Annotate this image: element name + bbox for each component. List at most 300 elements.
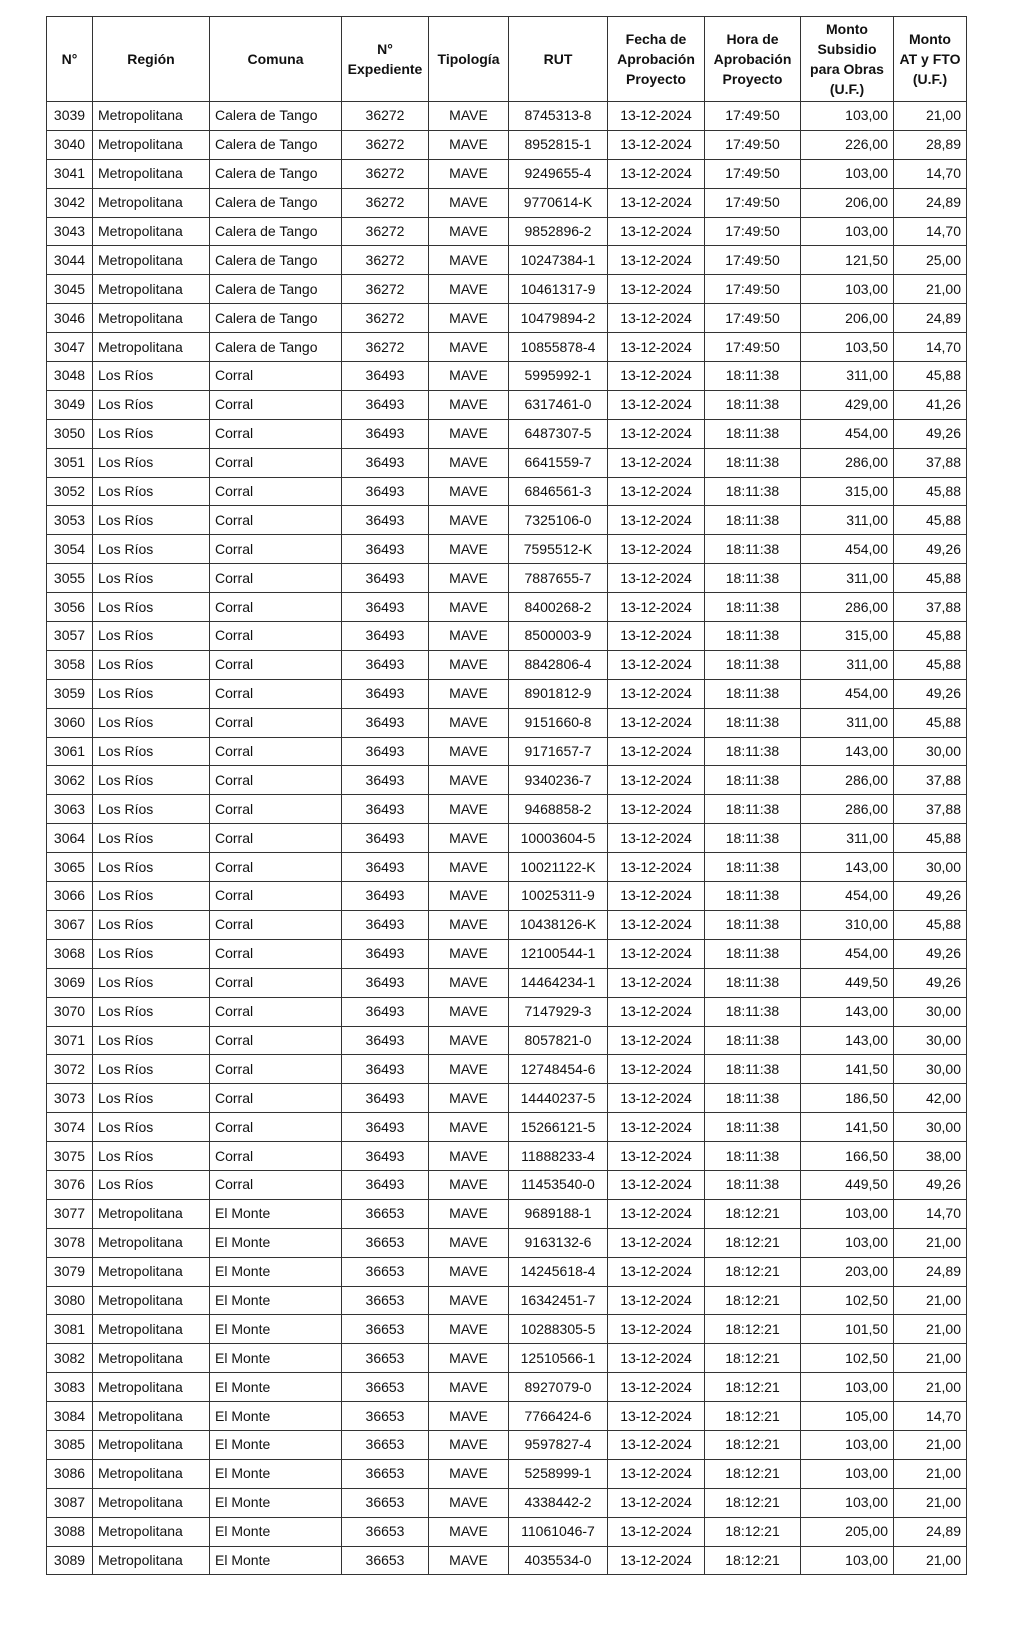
table-row [47,304,967,333]
cell-comuna: Corral [210,593,342,622]
cell-expediente: 36493 [342,419,429,448]
table-row [47,275,967,304]
cell-rut: 8500003-9 [509,622,608,651]
cell-monto-obras: 311,00 [801,824,894,853]
cell-region: Metropolitana [93,1546,210,1575]
cell-comuna: Corral [210,1142,342,1171]
cell-comuna: El Monte [210,1546,342,1575]
cell-rut: 8400268-2 [509,593,608,622]
cell-region: Metropolitana [93,159,210,188]
cell-region: Metropolitana [93,1517,210,1546]
cell-tipologia: MAVE [429,102,509,131]
cell-tipologia: MAVE [429,1084,509,1113]
cell-numero: 3087 [47,1488,93,1517]
cell-hora: 17:49:50 [705,188,801,217]
cell-expediente: 36493 [342,564,429,593]
cell-fecha: 13-12-2024 [608,1546,705,1575]
cell-rut: 15266121-5 [509,1113,608,1142]
table-row [47,939,967,968]
cell-monto-at: 14,70 [894,159,967,188]
cell-monto-at: 41,26 [894,390,967,419]
table-row [47,997,967,1026]
cell-numero: 3077 [47,1199,93,1228]
cell-rut: 10025311-9 [509,882,608,911]
cell-expediente: 36653 [342,1286,429,1315]
cell-comuna: Corral [210,853,342,882]
cell-monto-at: 21,00 [894,1373,967,1402]
cell-expediente: 36493 [342,1170,429,1199]
cell-monto-at: 45,88 [894,564,967,593]
cell-rut: 10438126-K [509,910,608,939]
cell-expediente: 36493 [342,824,429,853]
cell-numero: 3039 [47,102,93,131]
cell-expediente: 36493 [342,1113,429,1142]
cell-monto-at: 14,70 [894,333,967,362]
cell-monto-at: 37,88 [894,795,967,824]
cell-monto-obras: 449,50 [801,968,894,997]
cell-numero: 3059 [47,679,93,708]
cell-comuna: El Monte [210,1199,342,1228]
cell-hora: 18:12:21 [705,1344,801,1373]
cell-hora: 18:12:21 [705,1286,801,1315]
cell-rut: 9689188-1 [509,1199,608,1228]
cell-region: Metropolitana [93,1402,210,1431]
cell-hora: 18:11:38 [705,766,801,795]
table-row [47,1546,967,1575]
table-row [47,246,967,275]
table-row [47,1402,967,1431]
cell-fecha: 13-12-2024 [608,246,705,275]
cell-region: Los Ríos [93,708,210,737]
cell-numero: 3052 [47,477,93,506]
cell-expediente: 36493 [342,766,429,795]
cell-comuna: Calera de Tango [210,304,342,333]
cell-comuna: Corral [210,622,342,651]
cell-tipologia: MAVE [429,1517,509,1546]
cell-monto-obras: 143,00 [801,1026,894,1055]
cell-tipologia: MAVE [429,1026,509,1055]
cell-rut: 8901812-9 [509,679,608,708]
cell-rut: 4338442-2 [509,1488,608,1517]
cell-monto-obras: 311,00 [801,564,894,593]
cell-hora: 18:11:38 [705,939,801,968]
cell-monto-obras: 102,50 [801,1286,894,1315]
cell-hora: 18:12:21 [705,1488,801,1517]
cell-monto-at: 21,00 [894,275,967,304]
cell-monto-at: 45,88 [894,362,967,391]
cell-monto-at: 30,00 [894,737,967,766]
cell-comuna: Calera de Tango [210,102,342,131]
cell-tipologia: MAVE [429,304,509,333]
cell-hora: 18:11:38 [705,997,801,1026]
cell-numero: 3071 [47,1026,93,1055]
cell-numero: 3051 [47,448,93,477]
cell-fecha: 13-12-2024 [608,882,705,911]
cell-region: Metropolitana [93,1459,210,1488]
cell-comuna: Corral [210,535,342,564]
cell-hora: 18:12:21 [705,1257,801,1286]
cell-hora: 18:11:38 [705,419,801,448]
cell-monto-at: 37,88 [894,593,967,622]
cell-expediente: 36653 [342,1430,429,1459]
cell-hora: 18:11:38 [705,362,801,391]
cell-monto-obras: 143,00 [801,737,894,766]
cell-region: Metropolitana [93,1430,210,1459]
cell-numero: 3065 [47,853,93,882]
cell-monto-obras: 141,50 [801,1113,894,1142]
cell-monto-at: 25,00 [894,246,967,275]
cell-comuna: El Monte [210,1488,342,1517]
cell-tipologia: MAVE [429,679,509,708]
cell-hora: 18:12:21 [705,1373,801,1402]
cell-monto-obras: 315,00 [801,477,894,506]
cell-comuna: Corral [210,679,342,708]
table-row [47,448,967,477]
cell-fecha: 13-12-2024 [608,939,705,968]
cell-rut: 14440237-5 [509,1084,608,1113]
cell-expediente: 36493 [342,708,429,737]
cell-monto-at: 45,88 [894,506,967,535]
cell-comuna: Calera de Tango [210,130,342,159]
cell-tipologia: MAVE [429,390,509,419]
cell-numero: 3089 [47,1546,93,1575]
cell-hora: 18:12:21 [705,1517,801,1546]
table-row [47,102,967,131]
cell-region: Los Ríos [93,622,210,651]
cell-comuna: Corral [210,650,342,679]
cell-rut: 7325106-0 [509,506,608,535]
table-row [47,622,967,651]
cell-monto-obras: 102,50 [801,1344,894,1373]
cell-fecha: 13-12-2024 [608,304,705,333]
cell-comuna: Corral [210,968,342,997]
cell-numero: 3055 [47,564,93,593]
cell-expediente: 36272 [342,159,429,188]
table-row [47,130,967,159]
table-row [47,766,967,795]
cell-monto-obras: 449,50 [801,1170,894,1199]
cell-region: Los Ríos [93,795,210,824]
table-row [47,564,967,593]
cell-numero: 3049 [47,390,93,419]
cell-monto-at: 45,88 [894,910,967,939]
cell-region: Los Ríos [93,650,210,679]
cell-region: Metropolitana [93,1488,210,1517]
cell-monto-at: 30,00 [894,1113,967,1142]
cell-hora: 17:49:50 [705,102,801,131]
cell-numero: 3069 [47,968,93,997]
cell-region: Los Ríos [93,1055,210,1084]
cell-fecha: 13-12-2024 [608,795,705,824]
cell-numero: 3078 [47,1228,93,1257]
cell-rut: 7595512-K [509,535,608,564]
cell-rut: 9770614-K [509,188,608,217]
table-body [47,102,967,1575]
cell-comuna: El Monte [210,1257,342,1286]
cell-hora: 18:11:38 [705,882,801,911]
cell-tipologia: MAVE [429,708,509,737]
cell-fecha: 13-12-2024 [608,910,705,939]
cell-fecha: 13-12-2024 [608,1373,705,1402]
cell-expediente: 36653 [342,1546,429,1575]
cell-comuna: El Monte [210,1517,342,1546]
cell-region: Los Ríos [93,910,210,939]
cell-hora: 17:49:50 [705,130,801,159]
cell-hora: 18:11:38 [705,622,801,651]
cell-region: Metropolitana [93,333,210,362]
cell-region: Los Ríos [93,1142,210,1171]
cell-hora: 18:11:38 [705,1084,801,1113]
table-row [47,1315,967,1344]
cell-fecha: 13-12-2024 [608,1459,705,1488]
cell-monto-at: 45,88 [894,824,967,853]
cell-tipologia: MAVE [429,737,509,766]
cell-region: Los Ríos [93,853,210,882]
cell-monto-at: 49,26 [894,419,967,448]
cell-monto-at: 24,89 [894,1517,967,1546]
cell-monto-obras: 311,00 [801,362,894,391]
cell-comuna: Corral [210,997,342,1026]
cell-rut: 9340236-7 [509,766,608,795]
cell-hora: 18:11:38 [705,1142,801,1171]
cell-fecha: 13-12-2024 [608,419,705,448]
cell-expediente: 36493 [342,1084,429,1113]
subsidy-table [46,16,967,1575]
cell-comuna: Corral [210,1170,342,1199]
cell-hora: 17:49:50 [705,304,801,333]
cell-tipologia: MAVE [429,1257,509,1286]
cell-monto-at: 14,70 [894,1402,967,1431]
cell-region: Metropolitana [93,304,210,333]
cell-tipologia: MAVE [429,1344,509,1373]
cell-fecha: 13-12-2024 [608,275,705,304]
cell-region: Metropolitana [93,1286,210,1315]
cell-monto-obras: 454,00 [801,882,894,911]
cell-tipologia: MAVE [429,650,509,679]
cell-rut: 7147929-3 [509,997,608,1026]
cell-fecha: 13-12-2024 [608,1199,705,1228]
cell-comuna: El Monte [210,1228,342,1257]
cell-fecha: 13-12-2024 [608,362,705,391]
cell-hora: 18:11:38 [705,795,801,824]
cell-rut: 8057821-0 [509,1026,608,1055]
cell-comuna: Calera de Tango [210,275,342,304]
cell-region: Metropolitana [93,1228,210,1257]
cell-region: Los Ríos [93,1113,210,1142]
cell-numero: 3064 [47,824,93,853]
cell-tipologia: MAVE [429,593,509,622]
cell-fecha: 13-12-2024 [608,130,705,159]
cell-rut: 11061046-7 [509,1517,608,1546]
cell-region: Los Ríos [93,997,210,1026]
cell-comuna: El Monte [210,1286,342,1315]
cell-fecha: 13-12-2024 [608,1402,705,1431]
cell-comuna: Corral [210,708,342,737]
cell-hora: 18:12:21 [705,1430,801,1459]
cell-monto-at: 24,89 [894,1257,967,1286]
table-row [47,1055,967,1084]
cell-fecha: 13-12-2024 [608,853,705,882]
cell-rut: 14464234-1 [509,968,608,997]
cell-fecha: 13-12-2024 [608,1142,705,1171]
cell-numero: 3067 [47,910,93,939]
cell-hora: 18:11:38 [705,679,801,708]
cell-expediente: 36493 [342,679,429,708]
table-row [47,1026,967,1055]
cell-monto-at: 21,00 [894,102,967,131]
cell-monto-obras: 103,00 [801,1430,894,1459]
cell-monto-obras: 311,00 [801,506,894,535]
cell-comuna: Corral [210,1026,342,1055]
cell-comuna: Calera de Tango [210,333,342,362]
cell-expediente: 36493 [342,622,429,651]
cell-tipologia: MAVE [429,824,509,853]
cell-comuna: Corral [210,1113,342,1142]
cell-tipologia: MAVE [429,939,509,968]
cell-region: Metropolitana [93,217,210,246]
cell-expediente: 36493 [342,1026,429,1055]
cell-comuna: El Monte [210,1373,342,1402]
cell-rut: 10855878-4 [509,333,608,362]
cell-expediente: 36272 [342,102,429,131]
cell-hora: 18:11:38 [705,737,801,766]
cell-comuna: Corral [210,362,342,391]
cell-numero: 3088 [47,1517,93,1546]
cell-monto-at: 21,00 [894,1315,967,1344]
cell-fecha: 13-12-2024 [608,1344,705,1373]
cell-numero: 3061 [47,737,93,766]
cell-fecha: 13-12-2024 [608,593,705,622]
cell-tipologia: MAVE [429,1228,509,1257]
cell-monto-at: 21,00 [894,1459,967,1488]
cell-region: Los Ríos [93,1084,210,1113]
cell-region: Metropolitana [93,246,210,275]
cell-region: Los Ríos [93,362,210,391]
cell-monto-obras: 103,00 [801,1546,894,1575]
cell-rut: 8745313-8 [509,102,608,131]
cell-expediente: 36653 [342,1459,429,1488]
table-row [47,679,967,708]
cell-rut: 16342451-7 [509,1286,608,1315]
cell-tipologia: MAVE [429,217,509,246]
cell-expediente: 36493 [342,1142,429,1171]
header-numero: N° [47,17,93,102]
cell-region: Los Ríos [93,1026,210,1055]
cell-rut: 12100544-1 [509,939,608,968]
cell-rut: 12510566-1 [509,1344,608,1373]
cell-rut: 9151660-8 [509,708,608,737]
cell-tipologia: MAVE [429,1373,509,1402]
cell-hora: 18:12:21 [705,1459,801,1488]
cell-expediente: 36493 [342,853,429,882]
cell-region: Metropolitana [93,1257,210,1286]
cell-expediente: 36653 [342,1517,429,1546]
cell-tipologia: MAVE [429,130,509,159]
cell-monto-obras: 186,50 [801,1084,894,1113]
cell-expediente: 36272 [342,188,429,217]
cell-tipologia: MAVE [429,362,509,391]
table-row [47,910,967,939]
cell-rut: 10461317-9 [509,275,608,304]
cell-monto-at: 28,89 [894,130,967,159]
cell-hora: 18:11:38 [705,824,801,853]
cell-monto-at: 21,00 [894,1488,967,1517]
table-row [47,506,967,535]
cell-expediente: 36493 [342,968,429,997]
cell-monto-obras: 311,00 [801,708,894,737]
cell-region: Los Ríos [93,882,210,911]
cell-expediente: 36272 [342,333,429,362]
cell-monto-obras: 143,00 [801,853,894,882]
cell-monto-obras: 143,00 [801,997,894,1026]
cell-tipologia: MAVE [429,188,509,217]
cell-fecha: 13-12-2024 [608,535,705,564]
cell-numero: 3073 [47,1084,93,1113]
cell-numero: 3080 [47,1286,93,1315]
cell-tipologia: MAVE [429,1546,509,1575]
header-fecha: Fecha de Aprobación Proyecto [608,17,705,102]
cell-rut: 5995992-1 [509,362,608,391]
cell-fecha: 13-12-2024 [608,1430,705,1459]
cell-comuna: Corral [210,1055,342,1084]
cell-hora: 18:11:38 [705,1170,801,1199]
cell-rut: 12748454-6 [509,1055,608,1084]
cell-numero: 3083 [47,1373,93,1402]
cell-hora: 18:11:38 [705,1113,801,1142]
table-row [47,159,967,188]
header-monto-at: Monto AT y FTO (U.F.) [894,17,967,102]
cell-rut: 9171657-7 [509,737,608,766]
cell-region: Los Ríos [93,477,210,506]
cell-expediente: 36653 [342,1488,429,1517]
cell-monto-obras: 286,00 [801,593,894,622]
cell-monto-at: 45,88 [894,622,967,651]
cell-tipologia: MAVE [429,968,509,997]
cell-numero: 3082 [47,1344,93,1373]
cell-expediente: 36493 [342,910,429,939]
table-row [47,1142,967,1171]
cell-region: Los Ríos [93,535,210,564]
cell-comuna: Corral [210,882,342,911]
cell-tipologia: MAVE [429,448,509,477]
cell-monto-obras: 429,00 [801,390,894,419]
cell-region: Los Ríos [93,564,210,593]
cell-numero: 3062 [47,766,93,795]
header-expediente: N° Expediente [342,17,429,102]
table-row [47,650,967,679]
table-row [47,477,967,506]
cell-numero: 3074 [47,1113,93,1142]
cell-monto-at: 30,00 [894,997,967,1026]
cell-monto-obras: 103,00 [801,1488,894,1517]
table-row [47,968,967,997]
cell-monto-at: 30,00 [894,853,967,882]
cell-numero: 3081 [47,1315,93,1344]
cell-fecha: 13-12-2024 [608,968,705,997]
cell-rut: 6641559-7 [509,448,608,477]
table-row [47,1286,967,1315]
cell-comuna: Corral [210,1084,342,1113]
cell-comuna: Corral [210,448,342,477]
table-row [47,737,967,766]
cell-tipologia: MAVE [429,795,509,824]
table-row [47,1170,967,1199]
cell-numero: 3079 [47,1257,93,1286]
cell-comuna: Corral [210,419,342,448]
cell-monto-obras: 141,50 [801,1055,894,1084]
cell-monto-obras: 454,00 [801,939,894,968]
cell-region: Los Ríos [93,390,210,419]
